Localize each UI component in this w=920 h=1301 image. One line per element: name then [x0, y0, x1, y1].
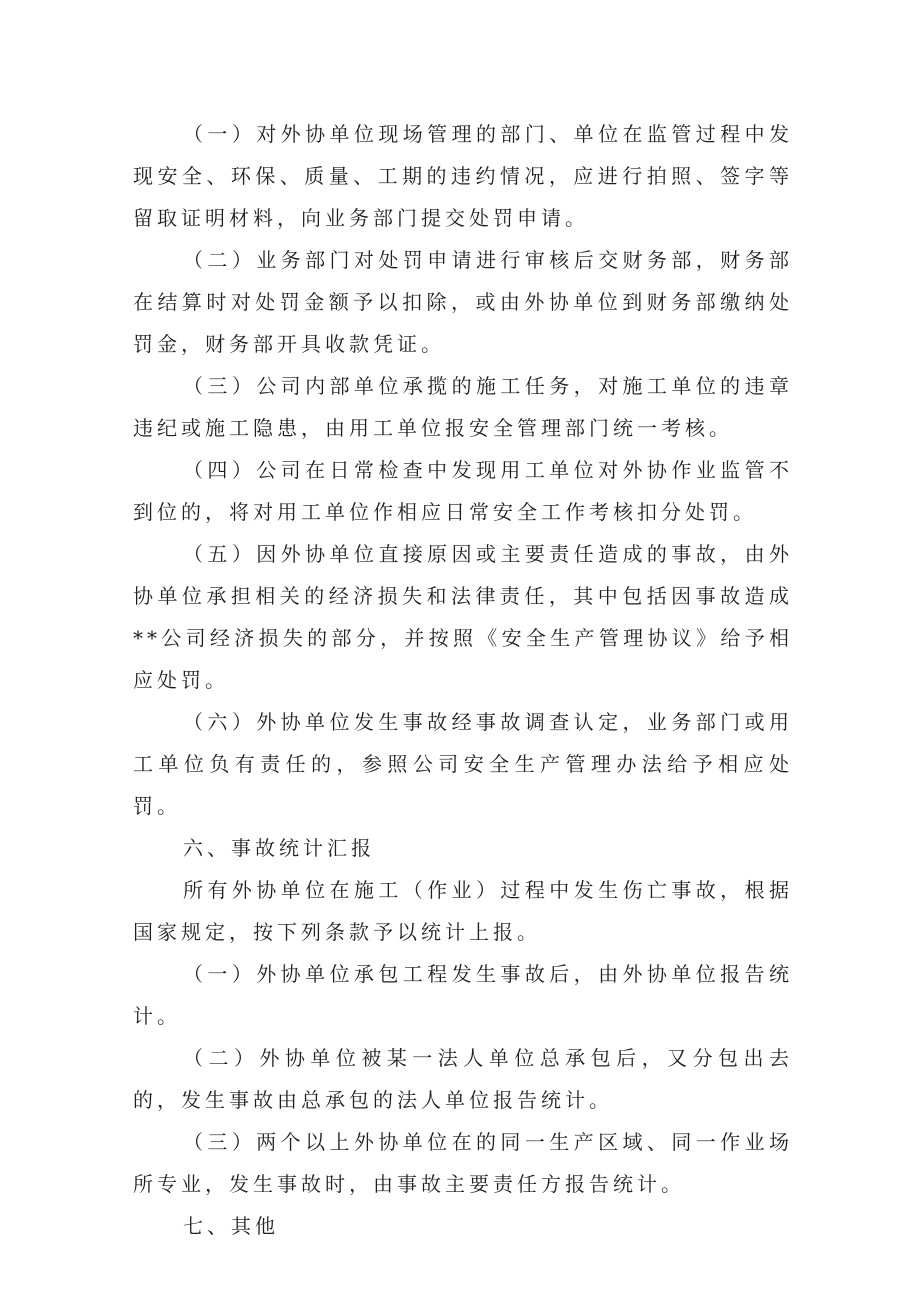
paragraph-penalty-4: （四）公司在日常检查中发现用工单位对外协作业监管不到位的，将对用工单位作相应日常安全工作考核扣分处罚。 [133, 458, 793, 524]
section-heading-accident-statistics: 六、事故统计汇报 [183, 836, 375, 860]
paragraph-penalty-3: （三）公司内部单位承揽的施工任务，对施工单位的违章违纪或施工隐患，由用工单位报安全管理部门统一考核。 [133, 374, 793, 440]
paragraph-penalty-5: （五）因外协单位直接原因或主要责任造成的事故，由外协单位承担相关的经济损失和法律责任，其中包括因事故造成**公司经济损失的部分，并按照《安全生产管理协议》给予相应处罚。 [133, 542, 793, 692]
paragraph-statistics-2: （二）外协单位被某一法人单位总承包后，又分包出去的，发生事故由总承包的法人单位报告统计。 [133, 1046, 793, 1112]
paragraph-penalty-2: （二）业务部门对处罚申请进行审核后交财务部，财务部在结算时对处罚金额予以扣除，或由外协单位到财务部缴纳处罚金，财务部开具收款凭证。 [133, 248, 793, 356]
paragraph-statistics-intro: 所有外协单位在施工（作业）过程中发生伤亡事故，根据国家规定，按下列条款予以统计上报。 [133, 878, 793, 944]
document-body [133, 113, 793, 1247]
section-heading-other: 七、其他 [183, 1214, 279, 1238]
paragraph-statistics-3: （三）两个以上外协单位在的同一生产区域、同一作业场所专业，发生事故时，由事故主要责任方报告统计。 [133, 1130, 793, 1196]
paragraph-penalty-1: （一）对外协单位现场管理的部门、单位在监管过程中发现安全、环保、质量、工期的违约情况，应进行拍照、签字等留取证明材料，向业务部门提交处罚申请。 [133, 122, 793, 230]
paragraph-penalty-6: （六）外协单位发生事故经事故调查认定，业务部门或用工单位负有责任的，参照公司安全生产管理办法给予相应处罚。 [133, 710, 793, 818]
paragraph-statistics-1: （一）外协单位承包工程发生事故后，由外协单位报告统计。 [133, 962, 793, 1028]
